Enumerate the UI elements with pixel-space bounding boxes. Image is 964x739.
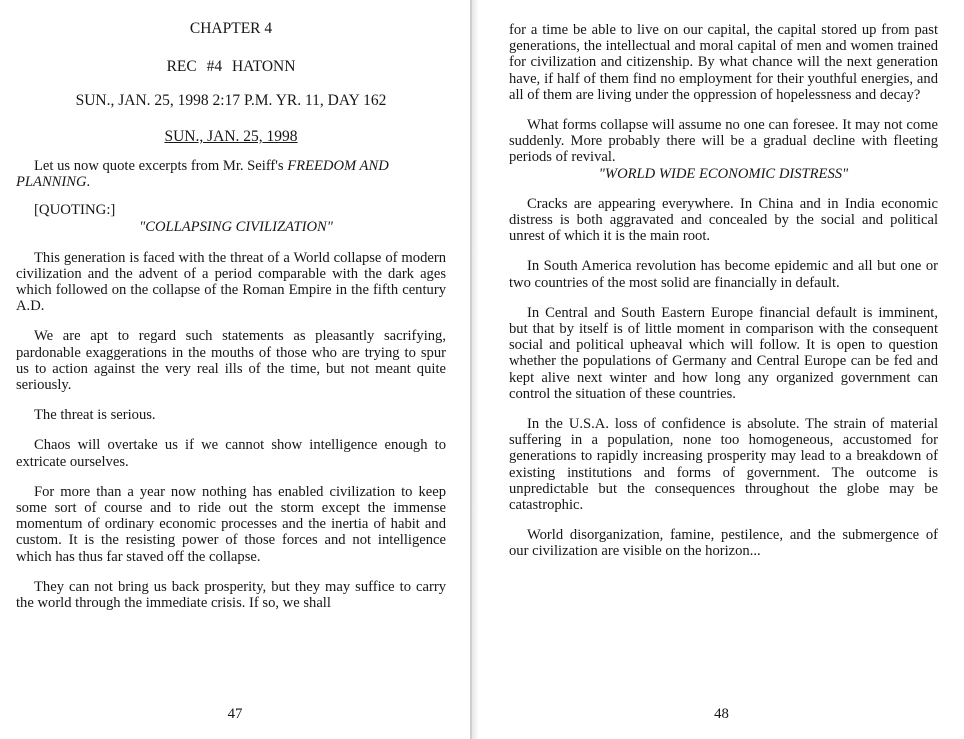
paragraph: This generation is faced with the threat of a World collapse of modern civilization and the advent of a period comparable with the dark ages which followed on the collapse of the Roman Empire in the fifth century A.D. [16, 249, 446, 315]
left-page [0, 0, 470, 739]
intro-book-title: FREEDOM AND PLANNING [16, 158, 389, 191]
date-underlined: SUN., JAN. 25, 1998 [164, 128, 298, 145]
paragraph: They can not bring us back prosperity, but they may suffice to carry the world through the immediate crisis. If so, we shall [16, 578, 446, 612]
paragraph: Cracks are appearing everywhere. In China and in India economic distress is both aggravated and concealed by the social and political unrest of which it is the main root. [509, 195, 938, 245]
paragraph: Chaos will overtake us if we cannot show intelligence enough to extricate ourselves. [16, 437, 446, 470]
paragraph: World disorganization, famine, pestilence, and the submergence of our civilization are visible on the horizon... [509, 527, 938, 560]
chapter-heading: CHAPTER 4 [189, 20, 273, 37]
intro-paragraph [16, 158, 446, 190]
paragraph: In the U.S.A. loss of confidence is absolute. The strain of material suffering in a population, none too homogeneous, accustomed for generations to rapidly increasing prosperity may lead to a breakdown of existing institutions and forms of government. The outcome is unpredictable but the consequences throughout the globe may be catastrophic. [509, 416, 938, 514]
gutter-shadow [472, 0, 479, 739]
subhead-world-wide-economic-distress: "WORLD WIDE ECONOMIC DISTRESS" [598, 165, 849, 182]
paragraph: In South America revolution has become epidemic and all but one or two countries of the most solid are financially in default. [509, 258, 938, 291]
subhead-collapsing-civilization: "COLLAPSING CIVILIZATION" [139, 219, 333, 236]
date-line: SUN., JAN. 25, 1998 2:17 P.M. YR. 11, DAY 162 [75, 92, 387, 109]
quoting-label: [QUOTING:] [34, 202, 116, 219]
page-number-right: 48 [714, 706, 729, 722]
paragraph: The threat is serious. [34, 407, 156, 424]
paragraph: What forms collapse will assume no one can foresee. It may not come suddenly. More probably there will be a gradual decline with fleeting periods of revival. [509, 117, 938, 166]
rec-heading: REC #4 HATONN [166, 58, 296, 75]
paragraph: In Central and South Eastern Europe financial default is imminent, but that by itself is of little moment in comparison with the consequent social and political upheaval which will follow. It is open to question whether the populations of Germany and Central Europe can be fed and kept alive next winter and how long any organized government can control the situation of these countries. [509, 304, 938, 402]
page-number-left: 47 [227, 706, 243, 722]
paragraph: We are apt to regard such statements as pleasantly sacrifying, pardonable exaggerations in the mouths of those who are trying to spur us to action against the very real ills of the time, but not meant quite seriously. [16, 328, 446, 394]
paragraph: for a time be able to live on our capital, the capital stored up from past generations, the intellectual and moral capital of men and women trained for civilization and citizenship. By what chance will the next generation have, if half of them find no employment for their youthful energies, and all of them are living under the oppression of hopelessness and decay? [509, 22, 938, 103]
intro-text: Let us now quote excerpts from Mr. Seiff's [34, 158, 284, 174]
paragraph: For more than a year now nothing has enabled civilization to keep some sort of course and to ride out the storm except the immense momentum of ordinary economic processes and the inertia of habit and custom. It is the resisting power of those forces and not intelligence which has thus far staved off the collapse. [16, 483, 446, 565]
right-page [479, 0, 964, 739]
intro-end: . [86, 174, 91, 191]
